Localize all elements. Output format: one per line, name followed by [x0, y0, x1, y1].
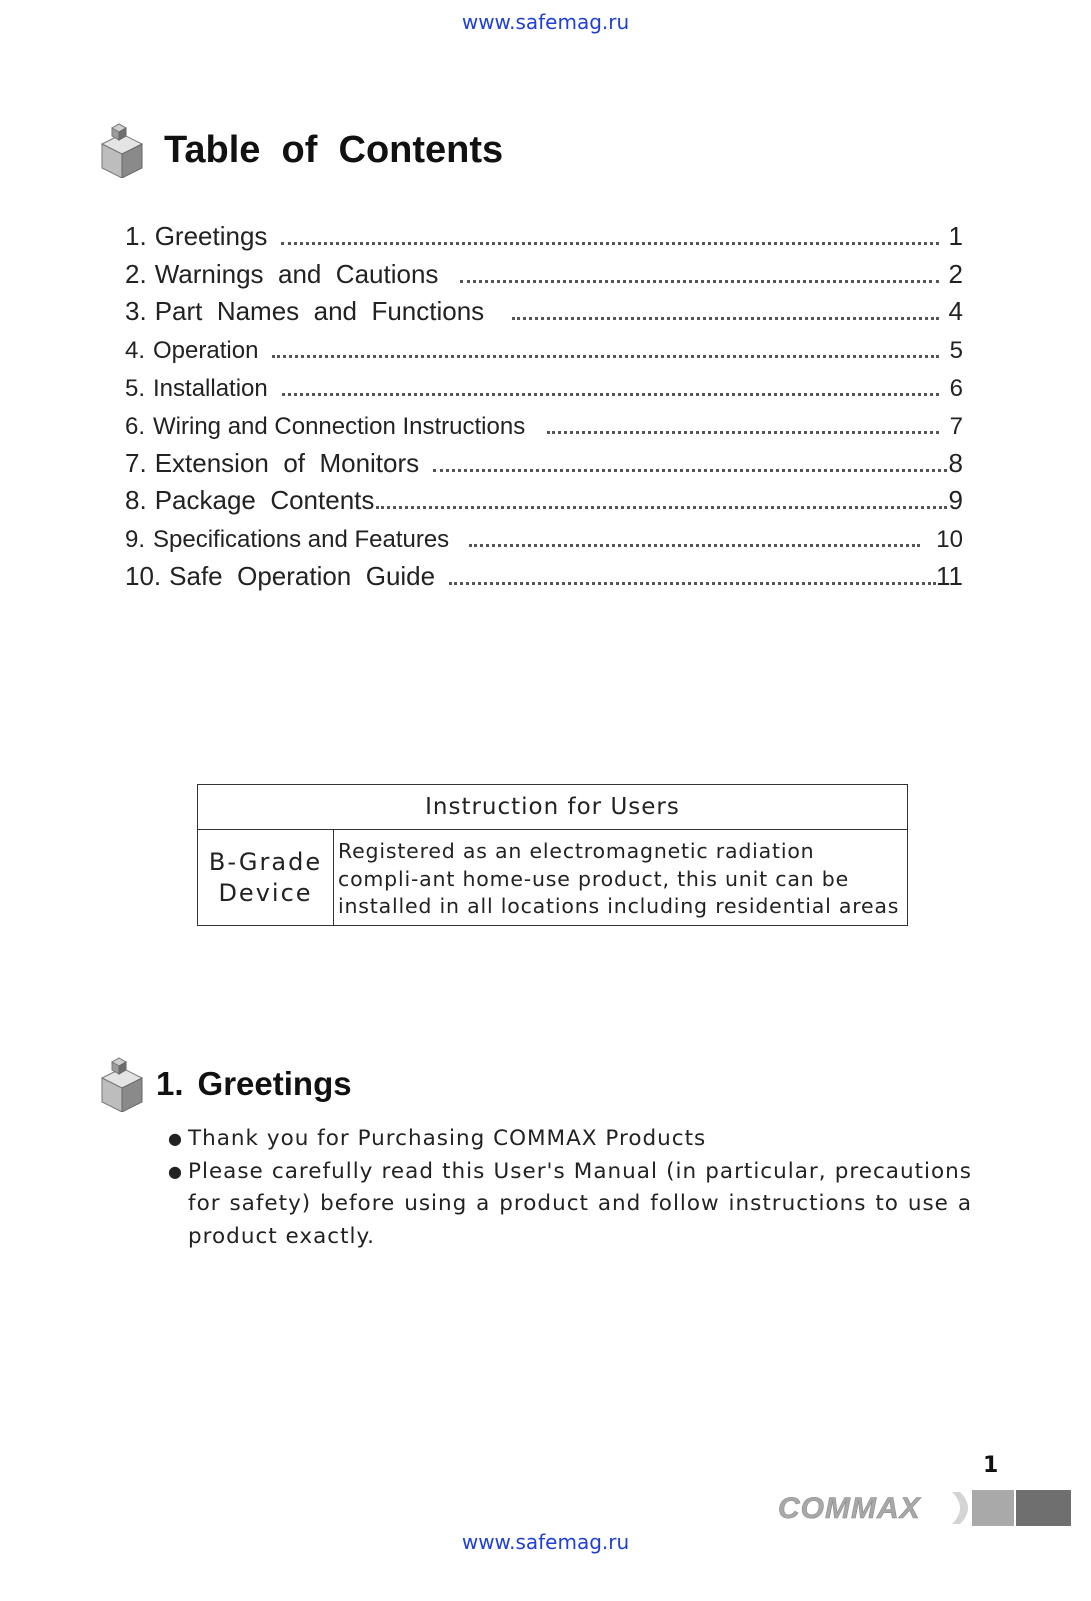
toc-item-number: 8. [125, 485, 147, 516]
toc-list [125, 214, 963, 592]
toc-item-number: 4. [125, 337, 146, 365]
toc-leader-dots [449, 581, 936, 585]
list-item [168, 1123, 972, 1156]
toc-item[interactable] [125, 554, 963, 592]
greetings-bullet-list [168, 1123, 972, 1253]
list-item [168, 1156, 972, 1254]
toc-item-label: Part Names and Functions [154, 296, 485, 327]
toc-item-label: Installation [153, 374, 268, 402]
toc-item-label: Package Contents [154, 485, 375, 516]
toc-leader-dots [460, 279, 939, 283]
toc-item-page: 11 [936, 560, 963, 591]
toc-item-page: 9 [948, 485, 963, 516]
toc-item-number: 5. [125, 374, 146, 402]
toc-item-number: 1. [125, 220, 147, 251]
toc-item-number: 6. [125, 412, 146, 440]
toc-leader-dots [547, 430, 939, 434]
toc-item[interactable] [125, 365, 963, 403]
toc-item-label: Greetings [154, 220, 268, 251]
toc-item-page: 4 [948, 296, 963, 327]
toc-leader-dots [433, 468, 947, 472]
toc-item-number: 10. [125, 560, 162, 591]
toc-item-page: 5 [949, 337, 963, 365]
toc-item[interactable] [125, 516, 963, 554]
watermark-bottom: www.safemag.ru [461, 1530, 630, 1554]
toc-item-page: 6 [949, 374, 963, 402]
toc-leader-dots [376, 505, 947, 509]
cube-icon [100, 1056, 144, 1112]
commax-logo [776, 1488, 1071, 1528]
toc-item-label: Safe Operation Guide [169, 560, 436, 591]
greetings-number: 1. [156, 1065, 184, 1102]
device-grade-cell [198, 830, 334, 925]
toc-item-label: Wiring and Connection Instructions [153, 412, 526, 440]
toc-title: Table of Contents [164, 128, 504, 171]
toc-item-label: Specifications and Features [153, 526, 450, 554]
toc-leader-dots [469, 543, 920, 547]
toc-heading [100, 122, 503, 178]
bullet-icon: ● [168, 1129, 183, 1148]
greetings-bullet-text: Thank you for Purchasing COMMAX Products [188, 1126, 707, 1151]
toc-leader-dots [272, 354, 939, 358]
toc-item-page: 7 [949, 412, 963, 440]
toc-item[interactable] [125, 403, 963, 441]
toc-item-number: 2. [125, 258, 147, 289]
watermark-top: www.safemag.ru [461, 10, 630, 34]
toc-leader-dots [282, 392, 939, 396]
instruction-table-body [198, 830, 907, 925]
toc-item[interactable] [125, 479, 963, 517]
page-number: 1 [983, 1453, 999, 1478]
brand-logo-text: COMMAX [778, 1492, 921, 1525]
toc-leader-dots [512, 316, 939, 320]
toc-item[interactable] [125, 252, 963, 290]
toc-item-page: 2 [948, 258, 963, 289]
toc-leader-dots [281, 241, 939, 245]
instruction-table-header: Instruction for Users [198, 785, 907, 830]
cube-icon [100, 122, 144, 178]
greetings-bullet-text: Please carefully read this User's Manual (in particular, precautions for safety) before using a product and follow instructions to use a product exactly. [188, 1158, 972, 1249]
toc-item[interactable] [125, 290, 963, 328]
bullet-icon: ● [168, 1161, 183, 1181]
toc-item-number: 3. [125, 296, 147, 327]
user-instruction-table [197, 784, 908, 926]
greetings-title: Greetings [197, 1065, 352, 1102]
toc-item-label: Operation [153, 337, 259, 365]
toc-item-page: 1 [948, 220, 963, 251]
toc-item-page: 8 [948, 447, 963, 478]
greetings-heading [100, 1056, 352, 1112]
device-grade-line1: B-Grade [208, 847, 323, 876]
toc-item[interactable] [125, 441, 963, 479]
device-grade-description: Registered as an electromagnetic radiation compli-ant home-use product, this unit can be installed in all locations including residential areas [338, 839, 900, 918]
toc-item-label: Extension of Monitors [154, 447, 420, 478]
toc-item[interactable] [125, 214, 963, 252]
toc-item-number: 9. [125, 526, 146, 554]
toc-item-label: Warnings and Cautions [154, 258, 439, 289]
toc-item-page: 10 [936, 526, 963, 554]
toc-item-number: 7. [125, 447, 147, 478]
device-grade-line2: Device [218, 878, 313, 907]
toc-item[interactable] [125, 327, 963, 365]
